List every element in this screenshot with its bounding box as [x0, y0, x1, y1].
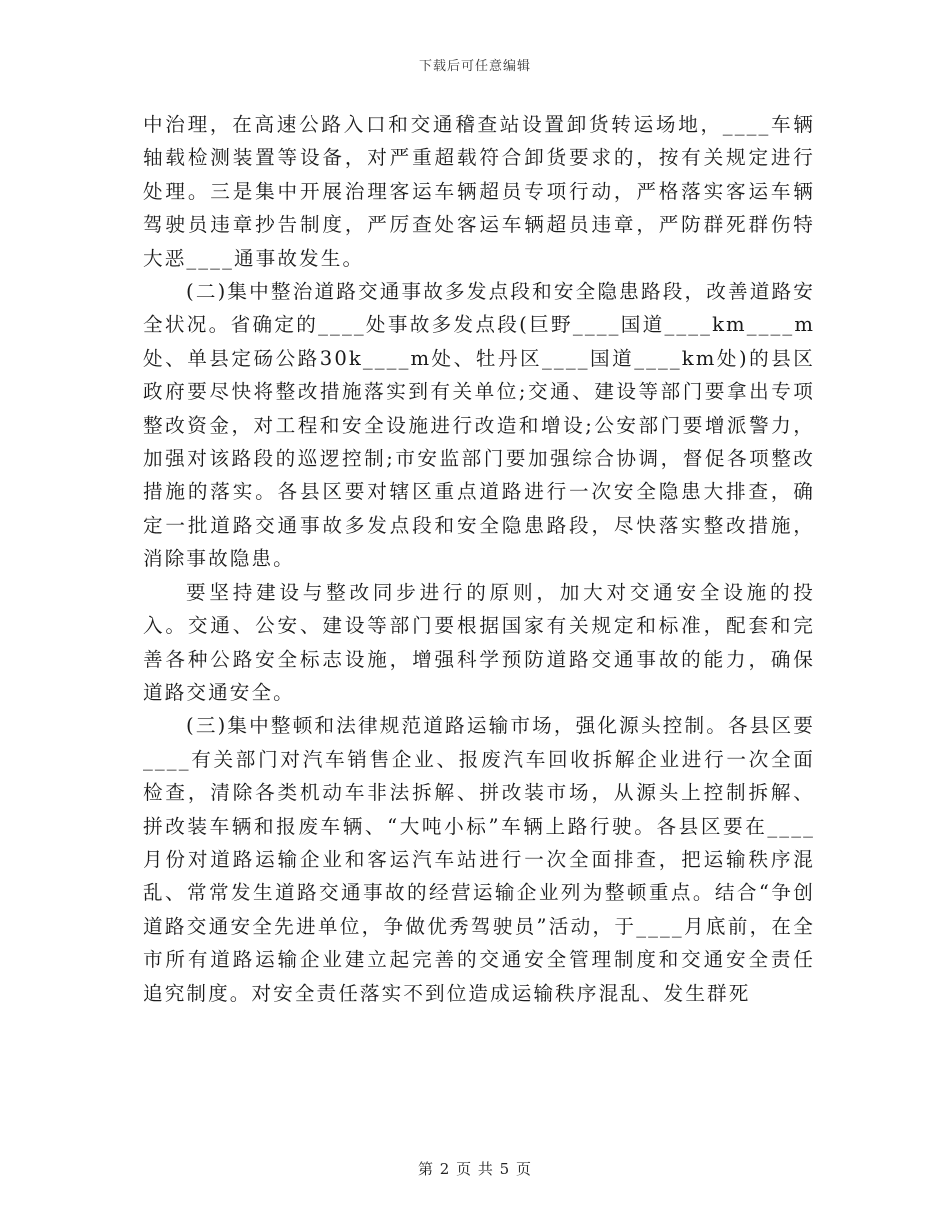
- paragraph-1: 中治理，在高速公路入口和交通稽查站设置卸货转运场地，____车辆轴载检测装置等设备，对严重超载符合卸货要求的，按有关规定进行处理。三是集中开展治理客运车辆超员专项行动，严格落实客运车辆驾驶员违章抄告制度，严厉查处客运车辆超员违章，严防群死群伤特大恶____通事故发生。: [143, 113, 815, 270]
- page-number-footer: 第 2 页 共 5 页: [418, 1160, 532, 1178]
- paragraph-4: (三)集中整顿和法律规范道路运输市场，强化源头控制。各县区要____有关部门对汽车销售企业、报废汽车回收拆解企业进行一次全面检查，清除各类机动车非法拆解、拼改装市场，从源头上控制拆解、拼改装车辆和报废车辆、“大吨小标”车辆上路行驶。各县区要在____月份对道路运输企业和客运汽车站进行一次全面排查，把运输秩序混乱、常常发生道路交通事故的经营运输企业列为整顿重点。结合“争创道路交通安全先进单位，争做优秀驾驶员”活动，于____月底前，在全市所有道路运输企业建立起完善的交通安全管理制度和交通安全责任追究制度。对安全责任落实不到位造成运输秩序混乱、发生群死: [143, 714, 815, 1005]
- paragraph-3: 要坚持建设与整改同步进行的原则，加大对交通安全设施的投入。交通、公安、建设等部门要根据国家有关规定和标准，配套和完善各种公路安全标志设施，增强科学预防道路交通事故的能力，确保道路交通安全。: [143, 580, 815, 704]
- page-header: 下载后可任意编辑: [418, 59, 531, 74]
- paragraph-2: (二)集中整治道路交通事故多发点段和安全隐患路段，改善道路安全状况。省确定的____处事故多发点段(巨野____国道____km____m处、单县定砀公路30k____m处、牡丹区____国道____km处)的县区政府要尽快将整改措施落实到有关单位;交通、建设等部门要拿出专项整改资金，对工程和安全设施进行改造和增设;公安部门要增派警力，加强对该路段的巡逻控制;市安监部门要加强综合协调，督促各项整改措施的落实。各县区要对辖区重点道路进行一次安全隐患大排查，确定一批道路交通事故多发点段和安全隐患路段，尽快落实整改措施，消除事故隐患。: [143, 280, 815, 571]
- document-body: [143, 108, 815, 1010]
